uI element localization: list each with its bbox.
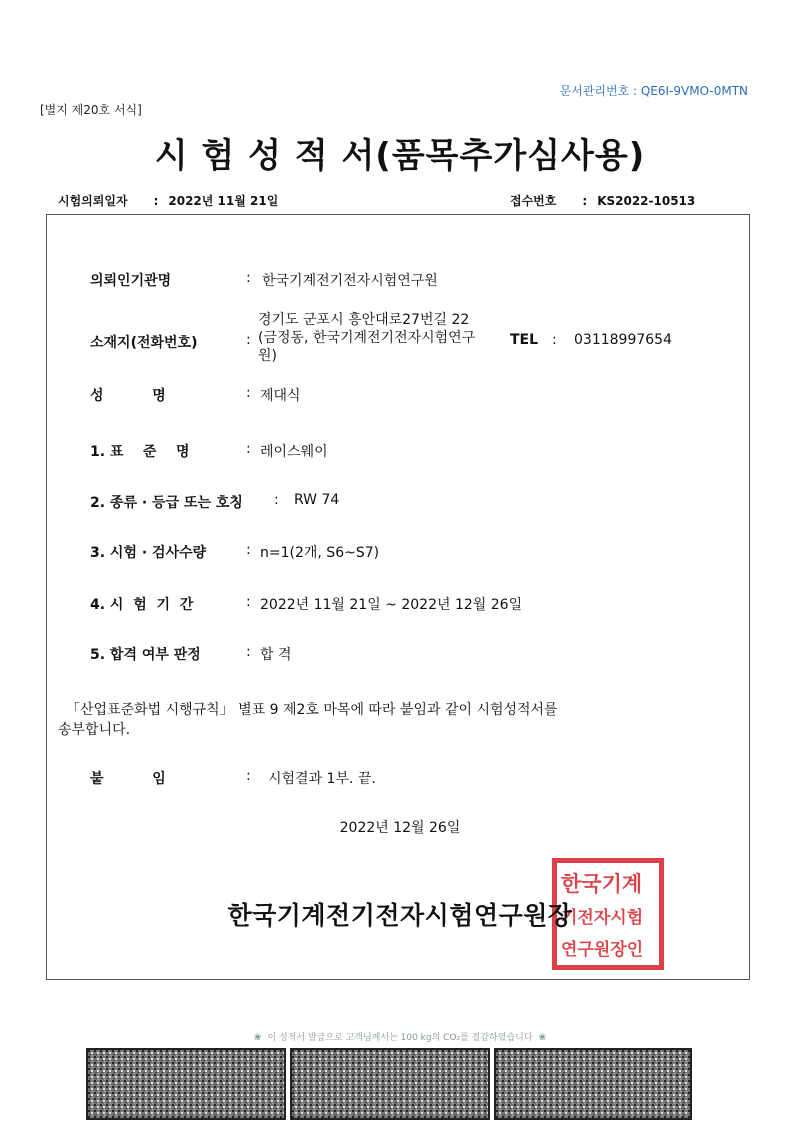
standard-value: 레이스웨이 [260,444,328,460]
svg-text:한국기계: 한국기계 [561,872,643,896]
request-date-row [58,192,278,209]
address-line: 경기도 군포시 흥안대로27번길 22 [258,312,470,328]
leaf-icon: ❀ [253,1033,262,1043]
footer-note-text: 이 성적서 발급으로 고객님께서는 100 kg의 CO₂를 절감하였습니다 [267,1033,533,1043]
type-value: RW 74 [294,492,340,508]
institution-value: 한국기계전기전자시험연구원 [262,273,438,289]
judgement-label: 5. 합격 여부 판정 [90,647,201,663]
colon: : [246,332,251,348]
svg-text:연구원장인: 연구원장인 [561,940,644,960]
receipt-number-value: KS2022-10513 [597,194,696,208]
address-line: (금정동, 한국기계전기전자시험연구 [258,330,476,346]
quantity-value: n=1(2개, S6~S7) [260,545,380,561]
colon: : [246,542,251,558]
receipt-number-row [510,192,695,209]
tel-value: 03118997654 [574,332,672,348]
field-address [90,311,730,373]
field-judgement [90,644,690,664]
colon: : [246,644,251,660]
colon: : [246,441,251,457]
request-date-label: 시험의뢰일자 [58,194,128,208]
colon: : [246,270,251,286]
institution-label: 의뢰인기관명 [90,273,172,289]
type-label: 2. 종류 · 등급 또는 호칭 [90,495,243,511]
page-title: 시 험 성 적 서(품목추가심사용) [154,136,646,176]
field-quantity [90,542,690,562]
name-value: 제대식 [260,388,301,404]
field-type [90,492,690,512]
attachment-value: 시험결과 1부. 끝. [268,771,376,787]
field-name [90,385,690,405]
address-label: 소재지(전화번호) [90,335,198,351]
security-pattern [86,1048,286,1120]
colon: : [274,492,279,508]
address-line: 원) [258,348,277,364]
colon: : [246,594,251,610]
security-pattern [290,1048,490,1120]
standard-label: 1. 표 준 명 [90,444,190,460]
colon: : [582,194,588,208]
colon: : [153,194,159,208]
issuing-institute-name: 한국기계전기전자시험연구원장 [227,901,573,930]
attachment-row [90,768,690,790]
issue-date: 2022년 12월 26일 [339,820,461,836]
request-date-value: 2022년 11월 21일 [168,194,279,208]
field-standard [90,441,690,461]
receipt-number-label: 접수번호 [510,194,557,208]
document-management-number: 문서관리번호 : QE6I-9VMO-0MTN [559,84,748,98]
field-institution [90,270,690,290]
colon: : [246,768,251,784]
colon: : [552,332,557,348]
name-label: 성 명 [90,388,166,404]
attachment-label: 붙 임 [90,771,166,787]
colon: : [246,385,251,401]
footer-carbon-note [0,1030,800,1043]
notice-paragraph [58,700,706,740]
address-value [258,311,475,365]
test-period-value: 2022년 11월 21일 ~ 2022년 12월 26일 [260,597,523,613]
form-number: [별지 제20호 서식] [40,103,142,117]
quantity-label: 3. 시험 · 검사수량 [90,545,207,561]
judgement-value: 합 격 [260,647,292,663]
leaf-icon: ❀ [538,1033,547,1043]
notice-line: 「산업표준화법 시행규칙」 별표 9 제2호 마목에 따라 붙임과 같이 시험성적서를 [66,702,558,718]
field-test-period [90,594,710,614]
test-period-label: 4. 시 험 기 간 [90,597,194,613]
notice-line: 송부합니다. [58,722,131,738]
svg-text:기전자시험: 기전자시험 [561,908,644,928]
security-pattern [494,1048,692,1120]
tel-label: TEL [510,332,539,348]
